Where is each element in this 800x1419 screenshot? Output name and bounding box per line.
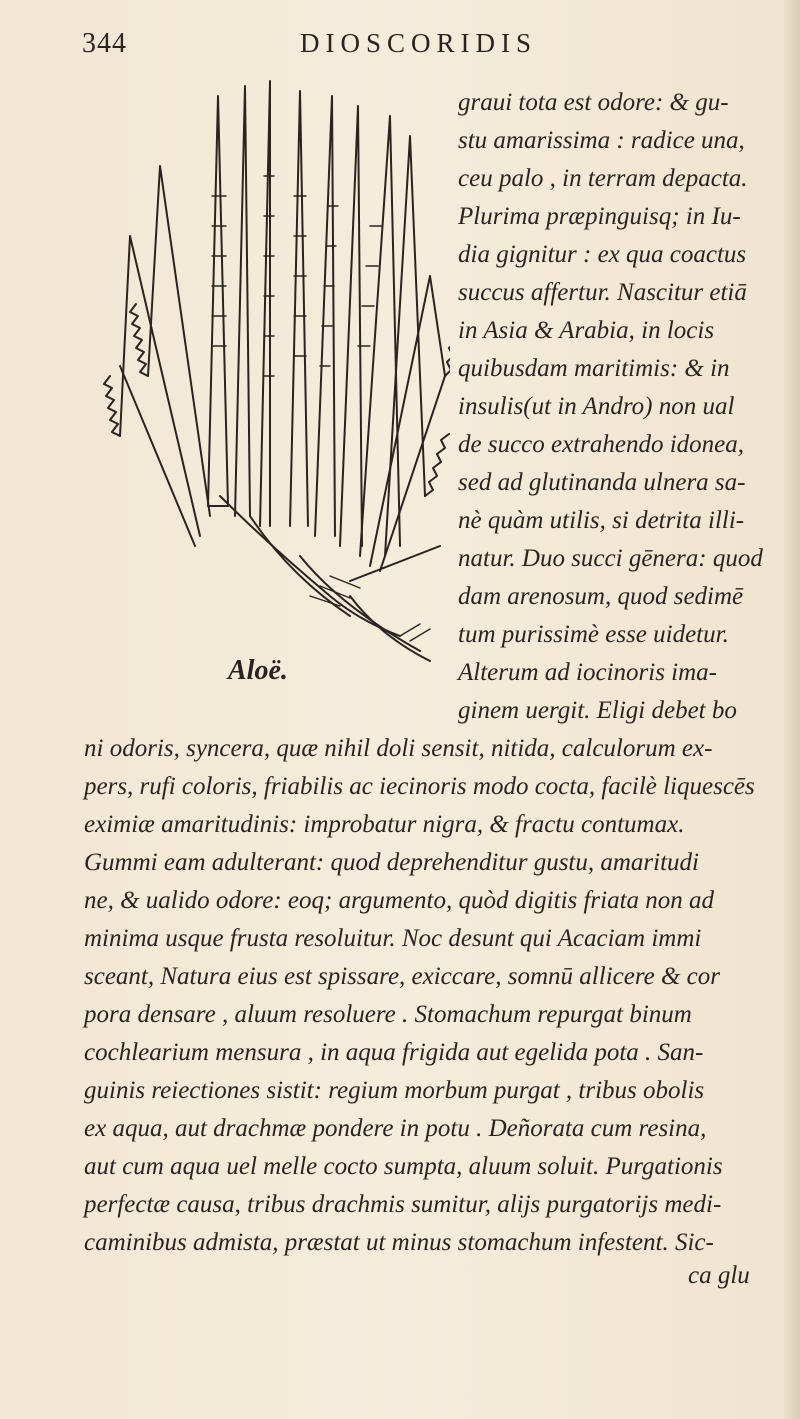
text-line: minima usque frusta resoluitur. Noc desunt qui Acaciam immi bbox=[84, 925, 702, 952]
text-line: Plurima præpinguisq; in Iu- bbox=[458, 203, 741, 230]
text-line: cochlearium mensura , in aqua frigida aut egelida pota . San- bbox=[84, 1039, 704, 1066]
text-line: ceu palo , in terram depacta. bbox=[458, 165, 748, 192]
page-edge-shadow bbox=[782, 0, 800, 1419]
text-line: insulis(ut in Andro) non ual bbox=[458, 393, 735, 420]
text-line: perfectæ causa, tribus drachmis sumitur, alijs purgatorijs medi- bbox=[84, 1191, 722, 1218]
text-line: ginem uergit. Eligi debet bo bbox=[458, 697, 737, 724]
text-line: eximiæ amaritudinis: improbatur nigra, & fractu contumax. bbox=[84, 811, 685, 838]
aloe-woodcut-illustration bbox=[100, 76, 450, 676]
text-line: stu amarissima : radice una, bbox=[458, 127, 745, 154]
text-line: caminibus admista, præstat ut minus stomachum infestent. Sic- bbox=[84, 1229, 714, 1256]
text-line: ex aqua, aut drachmæ pondere in potu . Deñorata cum resina, bbox=[84, 1115, 707, 1142]
text-line: graui tota est odore: & gu- bbox=[458, 89, 729, 116]
text-line: sed ad glutinanda ulnera sa- bbox=[458, 469, 746, 496]
text-line: aut cum aqua uel melle cocto sumpta, aluum soluit. Purgationis bbox=[84, 1153, 723, 1180]
text-line: Gummi eam adulterant: quod deprehenditur gustu, amaritudi bbox=[84, 849, 700, 876]
text-line: pora densare , aluum resoluere . Stomachum repurgat binum bbox=[84, 1001, 692, 1028]
text-line: in Asia & Arabia, in locis bbox=[458, 317, 715, 344]
text-line: dia gignitur : ex qua coactus bbox=[458, 241, 747, 268]
text-line: dam arenosum, quod sedimē bbox=[458, 583, 744, 610]
text-line: guinis reiectiones sistit: regium morbum purgat , tribus obolis bbox=[84, 1077, 705, 1104]
text-line: succus affertur. Nascitur etiā bbox=[458, 279, 747, 306]
text-line: ne, & ualido odore: eoq; argumento, quòd digitis friata non ad bbox=[84, 887, 715, 914]
text-line: ni odoris, syncera, quæ nihil doli sensit, nitida, calculorum ex- bbox=[84, 735, 713, 762]
catchword: ca glu bbox=[688, 1262, 750, 1289]
running-head: DIOSCORIDIS bbox=[300, 28, 538, 58]
text-line: tum purissimè esse uidetur. bbox=[458, 621, 729, 648]
text-line: natur. Duo succi gēnera: quod bbox=[458, 545, 763, 572]
illustration-caption: Aloë. bbox=[228, 655, 288, 686]
page-number: 344 bbox=[82, 28, 127, 59]
text-line: quibusdam maritimis: & in bbox=[458, 355, 730, 382]
text-line: pers, rufi coloris, friabilis ac iecinoris modo cocta, facilè liquescēs bbox=[84, 773, 755, 800]
text-line: de succo extrahendo idonea, bbox=[458, 431, 745, 458]
text-line: Alterum ad iocinoris ima- bbox=[458, 659, 718, 686]
text-line: sceant, Natura eius est spissare, exiccare, somnū allicere & cor bbox=[84, 963, 720, 990]
text-line: nè quàm utilis, si detrita illi- bbox=[458, 507, 745, 534]
page-header bbox=[82, 28, 722, 64]
